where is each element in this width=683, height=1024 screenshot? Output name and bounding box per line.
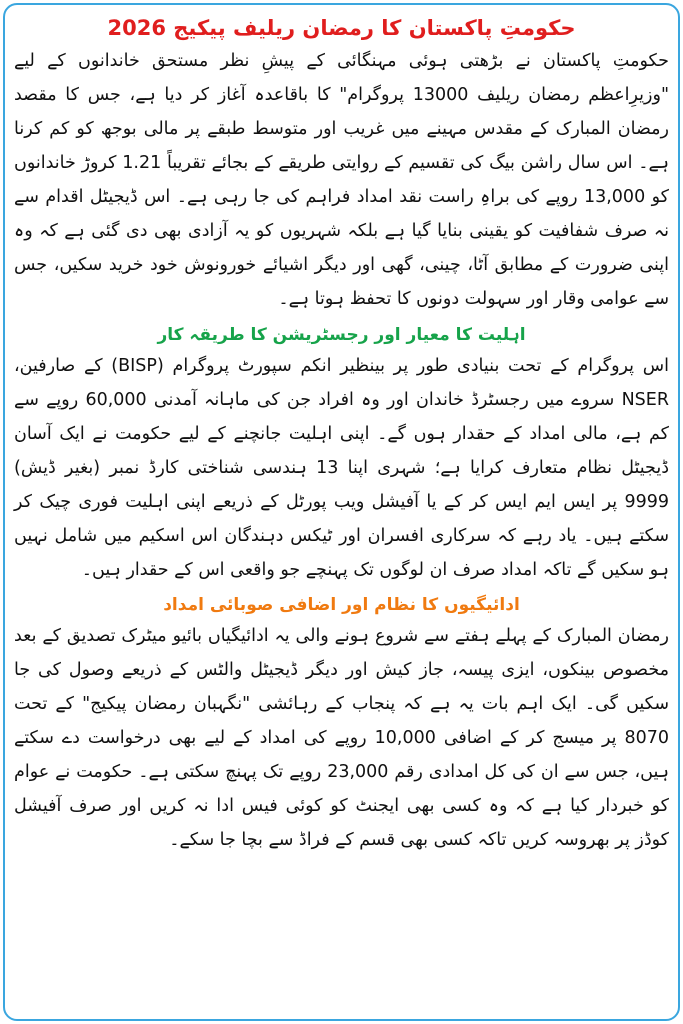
eligibility-paragraph: اس پروگرام کے تحت بنیادی طور پر بینظیر انکم سپورٹ پروگرام (BISP) کے صارفین، NSER سروے میں رجسٹرڈ خاندان اور وہ افراد جن کی ماہانہ آمدنی 60,000 روپے سے کم ہے، مالی امداد کے حقدار ہوں گے۔ اپنی اہلیت جانچنے کے لیے حکومت نے ایک آسان ڈیجیٹل نظام متعارف کرایا ہے؛ شہری اپنا 13 ہندسی شناختی کارڈ نمبر (بغیر ڈیش) 9999 پر ایس ایم ایس کر کے یا آفیشل ویب پورٹل کے ذریعے اپنی اہلیت فوری چیک کر سکتے ہیں۔ یاد رہے کہ سرکاری افسران اور ٹیکس دہندگان اس اسکیم میں شامل نہیں ہو سکیں گے تاکہ امداد صرف ان لوگوں تک پہنچے جو واقعی اس کے حقدار ہیں۔	[14, 356, 669, 580]
article-title: حکومتِ پاکستان کا رمضان ریلیف پیکیج 2026	[107, 16, 576, 40]
eligibility-heading: اہلیت کا معیار اور رجسٹریشن کا طریقہ کار	[157, 325, 526, 345]
article	[14, 10, 669, 857]
payments-paragraph: رمضان المبارک کے پہلے ہفتے سے شروع ہونے والی یہ ادائیگیاں بائیو میٹرک تصدیق کے بعد مخصوص بینکوں، ایزی پیسہ، جاز کیش اور دیگر ڈیجیٹل والٹس کے ذریعے وصول کی جا سکیں گی۔ ایک اہم بات یہ ہے کہ پنجاب کے رہائشی "نگہبان رمضان پیکیج" کے تحت 8070 پر میسج کر کے اضافی 10,000 روپے کی امداد کے لیے بھی درخواست دے سکتے ہیں، جس سے ان کی کل امدادی رقم 23,000 روپے تک پہنچ سکتی ہے۔ حکومت نے عوام کو خبردار کیا ہے کہ وہ کسی بھی ایجنٹ کو کوئی فیس ادا نہ کریں اور صرف آفیشل کوڈز پر بھروسہ کریں تاکہ کسی بھی قسم کے فراڈ سے بچا جا سکے۔	[14, 626, 670, 850]
payments-heading: ادائیگیوں کا نظام اور اضافی صوبائی امداد	[163, 595, 520, 615]
intro-paragraph: حکومتِ پاکستان نے بڑھتی ہوئی مہنگائی کے پیشِ نظر مستحق خاندانوں کے لیے "وزیرِاعظم رمضان ریلیف 13000 پروگرام" کا باقاعدہ آغاز کر دیا ہے، جس کا مقصد رمضان المبارک کے مقدس مہینے میں غریب اور متوسط طبقے پر مالی بوجھ کو کم کرنا ہے۔ اس سال راشن بیگ کی تقسیم کے روایتی طریقے کے بجائے تقریباً 1.21 کروڑ خاندانوں کو 13,000 روپے کی براہِ راست نقد امداد فراہم کی جا رہی ہے۔ اس ڈیجیٹل اقدام سے نہ صرف شفافیت کو یقینی بنایا گیا ہے بلکہ شہریوں کو یہ آزادی بھی دی گئی ہے کہ وہ اپنی ضرورت کے مطابق آٹا، چینی، گھی اور دیگر اشیائے خورونوش خود خرید سکیں، جس سے عوامی وقار اور سہولت دونوں کا تحفظ ہوتا ہے۔	[14, 51, 669, 309]
